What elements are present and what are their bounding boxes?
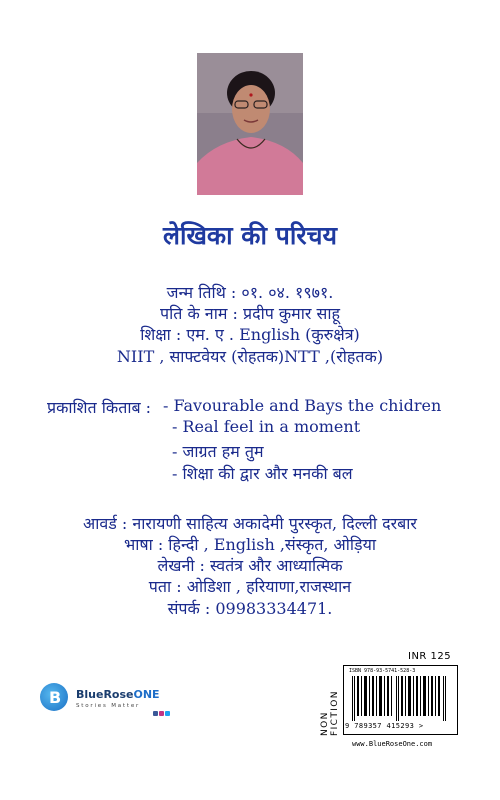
- publisher-name-main: BlueRose: [76, 688, 134, 701]
- bio-line: जन्म तिथि : ०१. ०४. १९७१.: [166, 283, 334, 302]
- barcode-icon: [352, 676, 448, 721]
- twitter-icon: [165, 711, 170, 716]
- social-icons: [153, 711, 170, 716]
- publication-item: - Favourable and Bays the chidren: [163, 396, 442, 415]
- facebook-icon: [153, 711, 158, 716]
- publication-item: - शिक्षा की द्वार और मनकी बल: [172, 464, 353, 483]
- isbn-text: ISBN 978-93-5741-528-3: [349, 668, 416, 674]
- barcode-digits: 9 789357 415293 >: [345, 722, 424, 730]
- author-photo: [197, 53, 303, 195]
- publication-item: - जाग्रत हम तुम: [172, 442, 264, 461]
- bio-line: NIIT , साफ्टवेयर (रोहतक)NTT ,(रोहतक): [116, 347, 384, 366]
- language-line: भाषा : हिन्दी , English ,संस्कृत, ओड़िया: [123, 535, 377, 554]
- bio-line: पति के नाम : प्रदीप कुमार साहू: [160, 304, 340, 323]
- instagram-icon: [159, 711, 164, 716]
- writing-line: लेखनी : स्वतंत्र और आध्यात्मिक: [157, 556, 343, 575]
- publisher-name-accent: ONE: [133, 688, 160, 701]
- publisher-name: [76, 688, 160, 701]
- publications-label: प्रकाशित किताब :: [47, 398, 152, 417]
- price-label: INR 125: [408, 651, 452, 662]
- publisher-tagline: Stories Matter: [76, 703, 141, 709]
- publisher-website: www.BlueRoseOne.com: [352, 740, 433, 748]
- bio-line: शिक्षा : एम. ए . English (कुरुक्षेत्र): [140, 325, 360, 344]
- publisher-logo-letter: B: [49, 688, 62, 707]
- contact-line: संपर्क : 09983334471.: [167, 599, 333, 618]
- page-title: लेखिका की परिचय: [163, 221, 337, 250]
- publication-item: - Real feel in a moment: [172, 417, 361, 436]
- genre-label: NON FICTION: [320, 690, 340, 736]
- address-line: पता : ओडिशा , हरियाणा,राजस्थान: [148, 577, 352, 596]
- award-line: आवर्ड : नारायणी साहित्य अकादेमी पुरस्कृत, दिल्ली दरबार: [83, 514, 417, 533]
